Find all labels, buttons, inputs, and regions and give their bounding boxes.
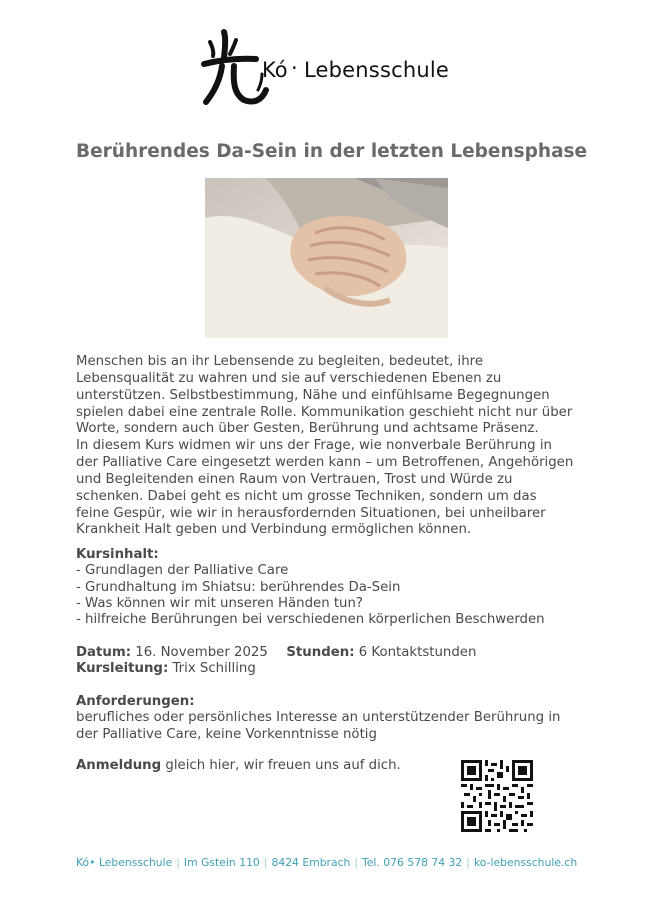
footer-divider: | — [176, 856, 180, 869]
calligraphy-light-icon — [200, 28, 270, 112]
logo-ko-text: Kó — [262, 58, 288, 82]
logo-separator-dot: · — [291, 56, 298, 80]
intro-paragraph-2: In diesem Kurs widmen wir uns der Frage, wie nonverbale Berührung in der Palliative Care eingesetzt werden kann – um Betroffenen, Angehörigen und Begleitenden einen Raum von Vertrauen, Trost und Würde zu schenken. Dabei geht es nicht um grosse Techniken, sondern um das feine Gespür, wie wir in herausfordernden Situationen, bei unheilbarer Krankheit Halt geben und Verbindung ermöglichen können. — [76, 438, 574, 538]
date-hours-line — [76, 645, 596, 661]
footer-divider: | — [354, 856, 359, 869]
course-content-list — [76, 563, 596, 628]
intro-text — [76, 354, 586, 539]
footer-city: 8424 Embrach — [271, 856, 351, 869]
registration-label: Anmeldung — [76, 758, 162, 773]
list-item: - Grundlagen der Palliative Care — [76, 563, 289, 579]
registration-text: gleich hier, wir freuen uns auf dich. — [161, 758, 401, 773]
list-item: - Was können wir mit unseren Händen tun? — [76, 595, 363, 611]
logo-name-text: Lebensschule — [304, 58, 450, 82]
list-item: - hilfreiche Berührungen bei verschiedenen körperlichen Beschwerden — [76, 612, 545, 628]
course-content-section — [76, 547, 596, 628]
footer-divider: | — [466, 856, 470, 869]
course-content-label: Kursinhalt: — [76, 547, 159, 562]
instructor-value: Trix Schilling — [168, 661, 256, 677]
list-item: - Grundhaltung im Shiatsu: berührendes Da-Sein — [76, 579, 401, 595]
hours-label: Stunden: — [286, 645, 355, 660]
brand-logo — [200, 28, 460, 112]
footer-website-link[interactable]: ko-lebensschule.ch — [473, 856, 578, 869]
footer-phone[interactable]: Tel. 076 578 74 32 — [362, 856, 463, 869]
instructor-label: Kursleitung: — [76, 661, 169, 677]
date-value: 16. November 2025 — [131, 645, 268, 660]
requirements-section — [76, 694, 596, 743]
course-details — [76, 645, 596, 678]
instructor-line — [76, 661, 596, 677]
intro-paragraph-1: Menschen bis an ihr Lebensende zu begleiten, bedeutet, ihre Lebensqualität zu wahren und sie auf verschiedenen Ebenen zu unterstützen. Selbstbestimmung, Nähe und einfühlsame Begegnungen spielen dabei eine zentrale Rolle. Kommunikation geschieht nicht nur über Worte, sondern auch über Gesten, Berührung und achtsame Präsenz. — [76, 354, 573, 437]
hands-photo — [205, 178, 448, 338]
qr-code-icon — [461, 760, 533, 832]
date-label: Datum: — [76, 645, 132, 660]
hours-value: 6 Kontaktstunden — [354, 645, 477, 660]
footer-divider: | — [263, 856, 268, 869]
requirements-text: berufliches oder persönliches Interesse an unterstützender Berührung in der Palliative Care, keine Vorkenntnisse nötig — [76, 710, 561, 742]
page-title: Berührendes Da-Sein in der letzten Lebensphase — [76, 141, 588, 162]
footer-address: Im Gstein 110 — [183, 856, 260, 869]
registration-qr-code[interactable] — [461, 760, 533, 832]
footer-org: Kó• Lebensschule — [76, 856, 173, 869]
footer-contact — [76, 856, 577, 869]
hands-illustration — [205, 178, 448, 338]
requirements-label: Anforderungen: — [76, 694, 195, 709]
